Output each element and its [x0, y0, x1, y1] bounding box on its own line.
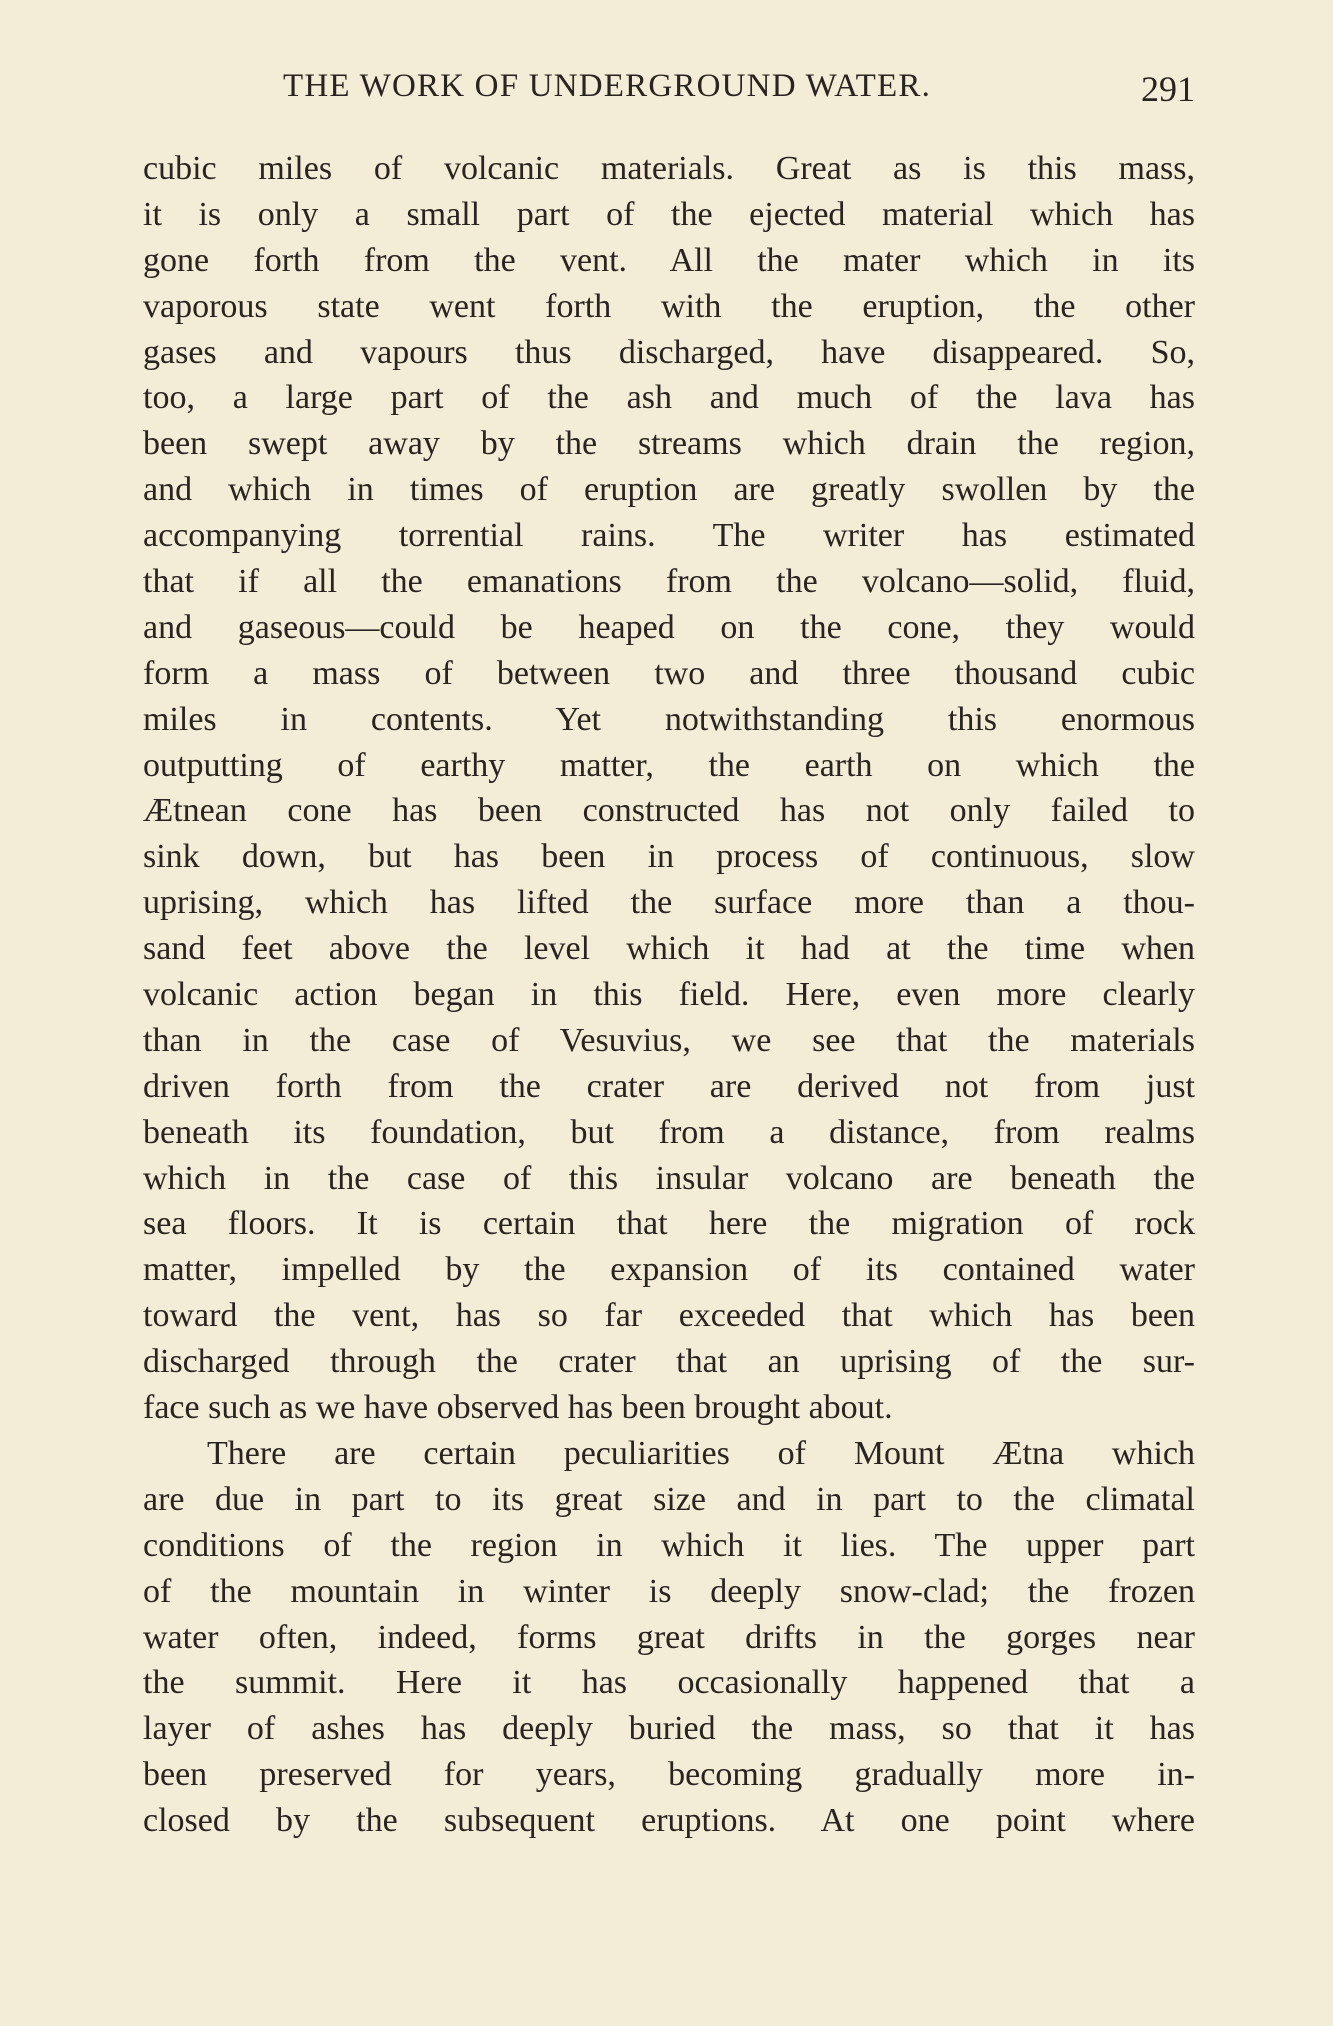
text-line: form a mass of between two and three thousand cubic: [143, 654, 1195, 692]
text-line: miles in contents. Yet notwithstanding this enormous: [143, 700, 1195, 738]
text-line: outputting of earthy matter, the earth on which the: [143, 746, 1195, 784]
text-line: it is only a small part of the ejected material which has: [143, 195, 1195, 233]
text-line: water often, indeed, forms great drifts in the gorges near: [143, 1618, 1195, 1656]
text-line: which in the case of this insular volcano are beneath the: [143, 1159, 1195, 1197]
text-line: that if all the emanations from the volcano—solid, fluid,: [143, 563, 1195, 601]
text-line: closed by the subsequent eruptions. At one point where: [143, 1802, 1195, 1840]
text-line: been swept away by the streams which drain the region,: [143, 425, 1195, 463]
text-line: Ætnean cone has been constructed has not only failed to: [143, 792, 1195, 830]
text-line: sand feet above the level which it had at the time when: [143, 930, 1195, 968]
text-line: vaporous state went forth with the eruption, the other: [143, 287, 1195, 325]
text-line: accompanying torrential rains. The writer has estimated: [143, 517, 1195, 555]
running-head: [143, 64, 1195, 114]
running-title: THE WORK OF UNDERGROUND WATER.: [283, 68, 932, 104]
text-line: are due in part to its great size and in part to the climatal: [143, 1480, 1195, 1518]
text-line: layer of ashes has deeply buried the mass, so that it has: [143, 1710, 1195, 1748]
text-line: gone forth from the vent. All the mater which in its: [143, 241, 1195, 279]
text-line: beneath its foundation, but from a distance, from realms: [143, 1113, 1195, 1151]
text-line: cubic miles of volcanic materials. Great as is this mass,: [143, 150, 1195, 187]
text-line: toward the vent, has so far exceeded that which has been: [143, 1297, 1195, 1335]
text-line: the summit. Here it has occasionally happened that a: [143, 1664, 1195, 1702]
page-number: 291: [1141, 69, 1195, 109]
text-line: sink down, but has been in process of continuous, slow: [143, 838, 1195, 876]
text-line: than in the case of Vesuvius, we see that the materials: [143, 1021, 1195, 1059]
text-line: conditions of the region in which it lies. The upper part: [143, 1526, 1195, 1564]
body-text: [143, 146, 1195, 1844]
text-line: uprising, which has lifted the surface more than a thou-: [143, 884, 1195, 922]
text-line: and which in times of eruption are greatly swollen by the: [143, 471, 1195, 509]
text-line: matter, impelled by the expansion of its contained water: [143, 1251, 1195, 1289]
text-line: too, a large part of the ash and much of the lava has: [143, 379, 1195, 417]
text-line: There are certain peculiarities of Mount Ætna which: [207, 1434, 1195, 1472]
text-line: volcanic action began in this field. Here, even more clearly: [143, 976, 1195, 1014]
text-line: discharged through the crater that an uprising of the sur-: [143, 1343, 1195, 1381]
text-line: sea floors. It is certain that here the migration of rock: [143, 1205, 1195, 1243]
text-line: gases and vapours thus discharged, have disappeared. So,: [143, 333, 1195, 371]
text-line: been preserved for years, becoming gradually more in-: [143, 1756, 1195, 1794]
text-line: face such as we have observed has been brought about.: [143, 1389, 893, 1427]
text-line: and gaseous—could be heaped on the cone, they would: [143, 608, 1195, 646]
text-line: of the mountain in winter is deeply snow-clad; the frozen: [143, 1572, 1195, 1610]
text-line: driven forth from the crater are derived not from just: [143, 1067, 1195, 1105]
